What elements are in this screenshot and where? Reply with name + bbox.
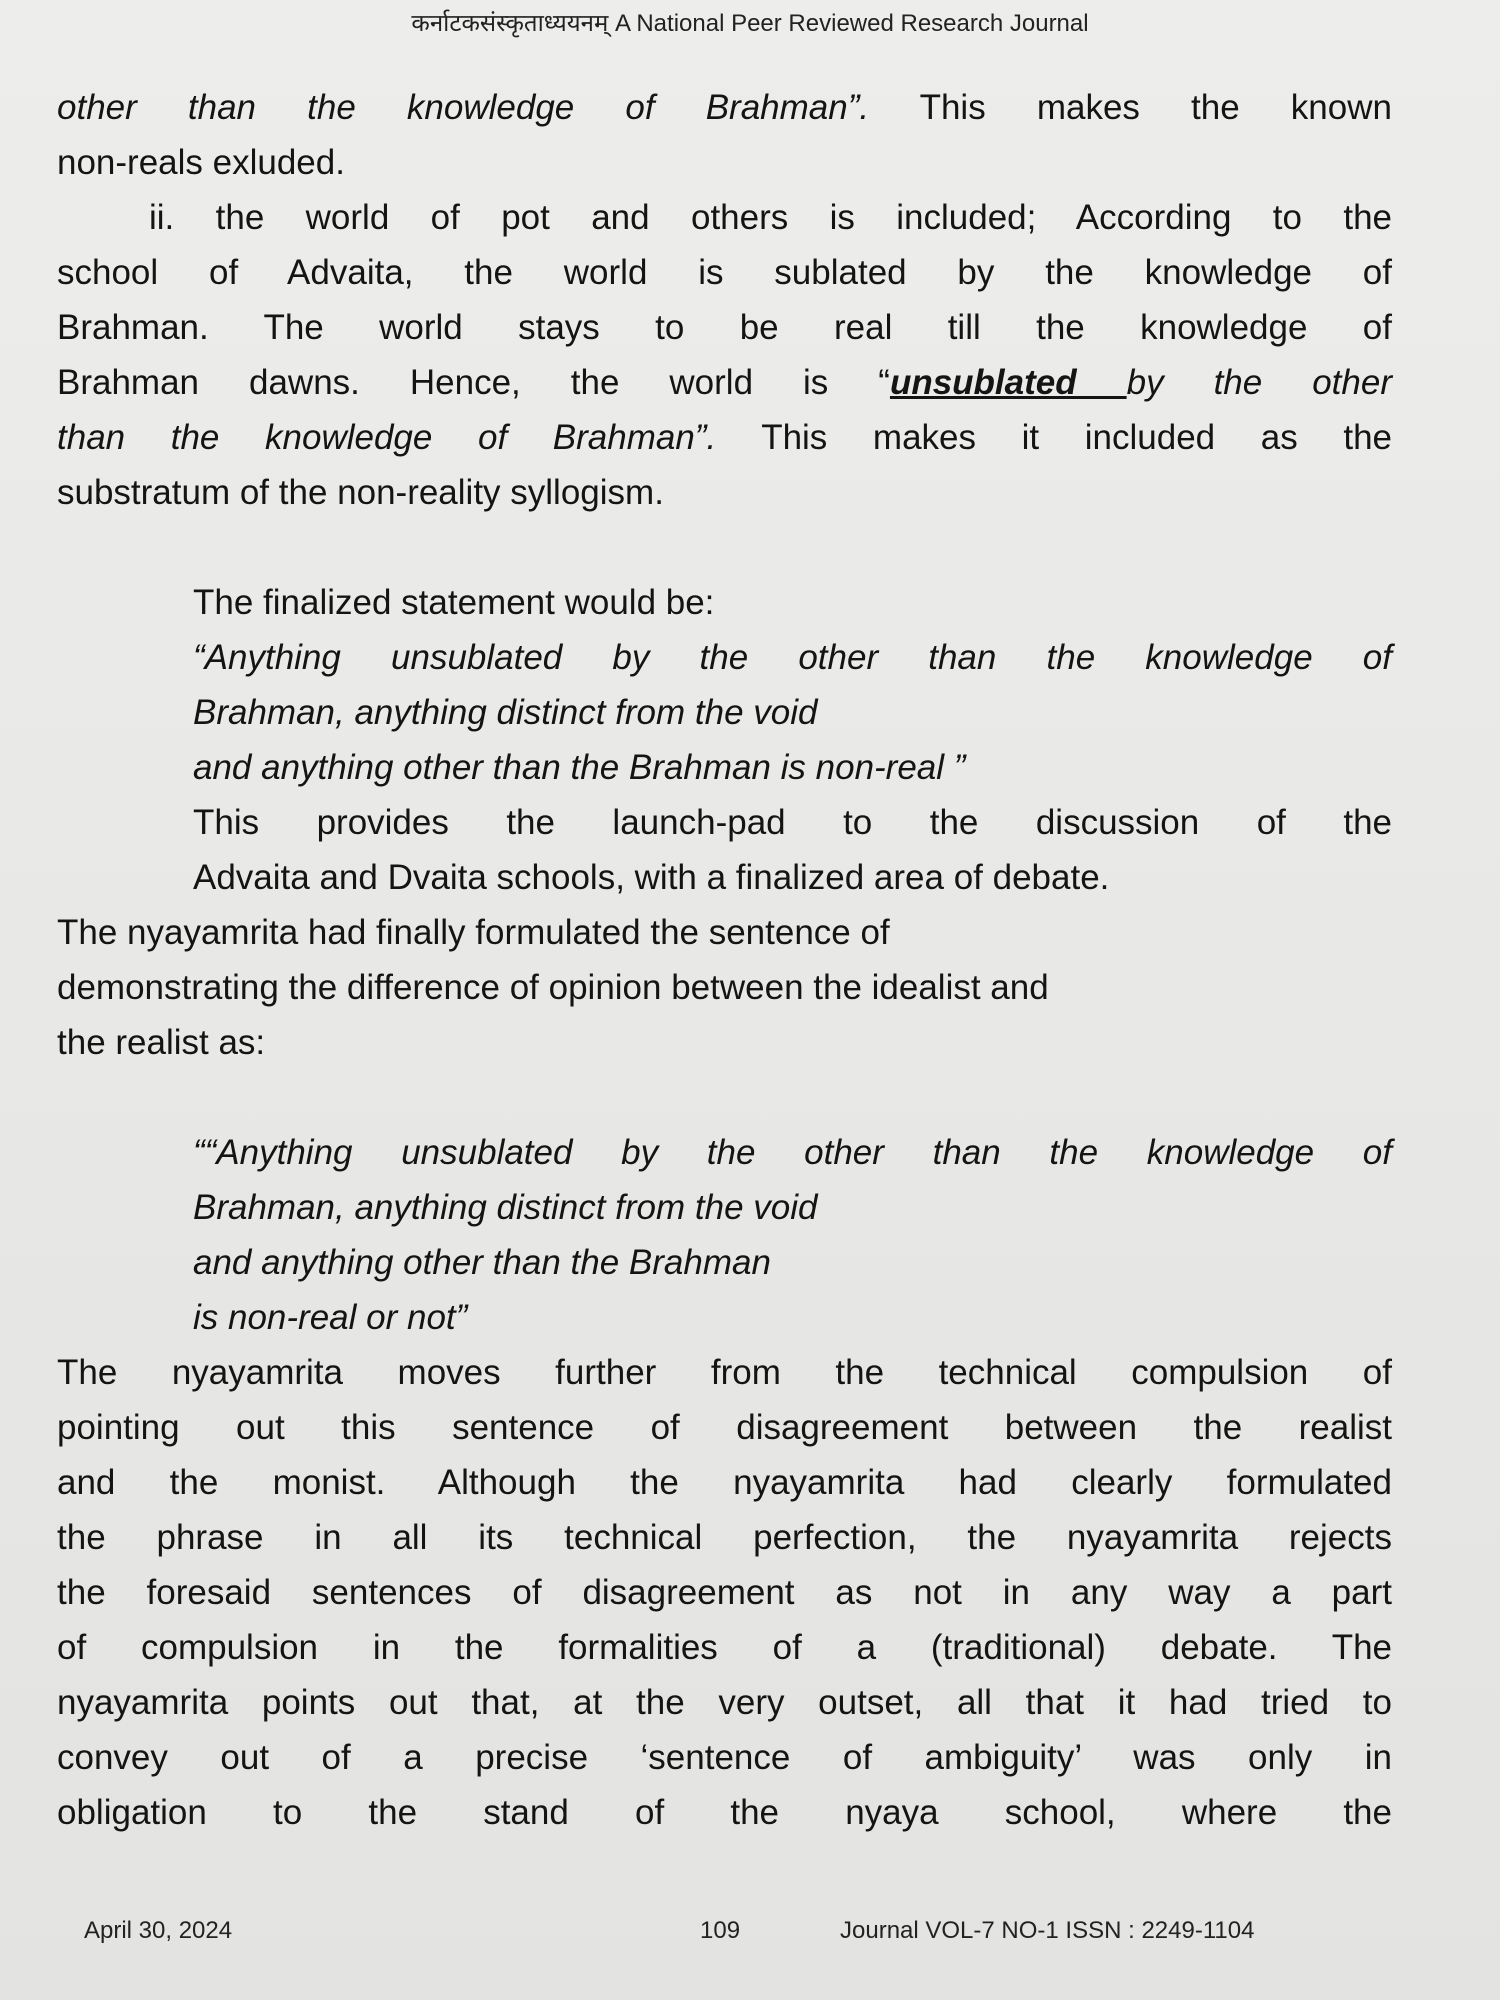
text-line <box>57 355 1392 410</box>
footer-date: April 30, 2024 <box>84 1917 233 1944</box>
journal-info: Journal VOL-7 NO-1 ISSN : 2249-1104 <box>840 1917 1255 1944</box>
quote-line: ““Anything unsublated by the other than the knowledge of <box>193 1133 1392 1172</box>
quote-line: is non-real or not” <box>193 1298 468 1337</box>
text-line: ii. the world of pot and others is included; According to the <box>149 198 1392 237</box>
text-line: and the monist. Although the nyayamrita had clearly formulated <box>57 1463 1392 1502</box>
text-line: Advaita and Dvaita schools, with a finalized area of debate. <box>193 858 1110 897</box>
text-run: Brahman dawns. Hence, the world is “ <box>57 363 890 402</box>
text-line <box>57 410 1392 465</box>
quote-line: “Anything unsublated by the other than the knowledge of <box>193 638 1392 677</box>
italic-phrase: by the other <box>1126 363 1392 402</box>
text-line: nyayamrita points out that, at the very outset, all that it had tried to <box>57 1683 1392 1722</box>
quote-line: and anything other than the Brahman <box>193 1243 771 1282</box>
text-line: non-reals exluded. <box>57 143 345 182</box>
text-line <box>57 80 1392 135</box>
text-line: The finalized statement would be: <box>193 583 715 622</box>
text-run: This makes the known <box>869 88 1392 127</box>
disagreement-quote-block <box>193 1125 1392 1345</box>
text-line: the foresaid sentences of disagreement as not in any way a part <box>57 1573 1392 1612</box>
paragraph-gap <box>57 1070 1392 1125</box>
text-line: demonstrating the difference of opinion between the idealist and <box>57 968 1049 1007</box>
paragraph-gap <box>57 520 1392 575</box>
body-text <box>57 80 1392 1840</box>
text-line: obligation to the stand of the nyaya school, where the <box>57 1793 1392 1832</box>
quote-line: Brahman, anything distinct from the void <box>193 693 818 732</box>
text-line: substratum of the non-reality syllogism. <box>57 473 664 512</box>
finalized-statement-block <box>193 575 1392 905</box>
quote-line: and anything other than the Brahman is non-real ” <box>193 748 966 787</box>
text-line: This provides the launch-pad to the discussion of the <box>193 803 1392 842</box>
text-line: convey out of a precise ‘sentence of ambiguity’ was only in <box>57 1738 1392 1777</box>
page-footer <box>0 1917 1500 1957</box>
text-line: Brahman. The world stays to be real till the knowledge of <box>57 308 1392 347</box>
running-header: कर्नाटकसंस्कृताध्ययनम् A National Peer Reviewed Research Journal <box>411 10 1089 37</box>
text-run: This makes it included as the <box>716 418 1393 457</box>
text-line: The nyayamrita moves further from the technical compulsion of <box>57 1353 1392 1392</box>
text-line: of compulsion in the formalities of a (traditional) debate. The <box>57 1628 1392 1667</box>
italic-phrase: other than the knowledge of Brahman”. <box>57 88 870 127</box>
quote-line: Brahman, anything distinct from the void <box>193 1188 818 1227</box>
text-line: the phrase in all its technical perfection, the nyayamrita rejects <box>57 1518 1392 1557</box>
page-number: 109 <box>700 1917 741 1944</box>
text-line: school of Advaita, the world is sublated by the knowledge of <box>57 253 1392 292</box>
emphasized-word: unsublated <box>889 363 1127 402</box>
italic-phrase: than the knowledge of Brahman”. <box>57 418 717 457</box>
text-line: The nyayamrita had finally formulated the sentence of <box>57 913 890 952</box>
text-line: the realist as: <box>57 1023 266 1062</box>
text-line: pointing out this sentence of disagreement between the realist <box>57 1408 1392 1447</box>
